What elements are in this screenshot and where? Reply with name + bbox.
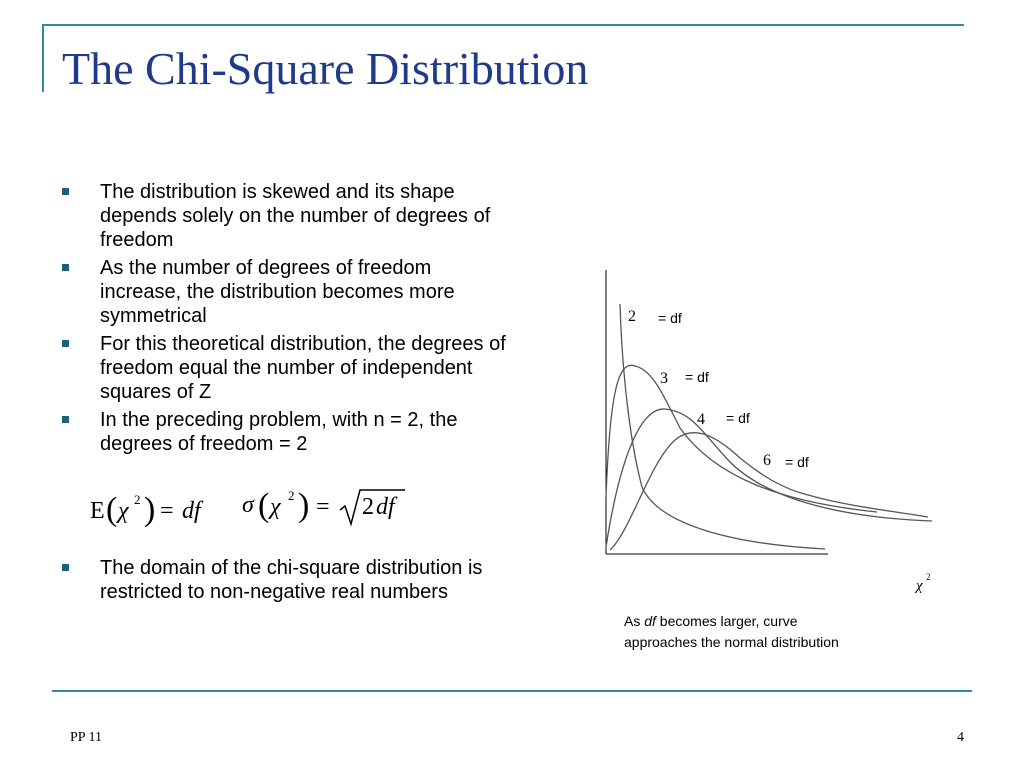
footer-label: PP 11 (70, 730, 103, 745)
curve-df-3 (606, 365, 877, 512)
formula-chi: χ (118, 498, 129, 524)
formula-expectation-and-sd (90, 482, 430, 532)
frame-bottom-rule (52, 690, 972, 692)
bullet-item (62, 556, 545, 604)
curve-label-df-value: 6 (763, 452, 771, 469)
formula-lparen-2: ( (258, 487, 270, 524)
bullet-text: For this theoretical distribution, the degrees of freedom equal the number of independent squares of Z (100, 333, 506, 403)
x-axis-label: χ (916, 578, 923, 594)
formula-squared-2: 2 (288, 488, 295, 503)
curve-label-df-value: 2 (628, 308, 636, 325)
curve-label-df-value: 3 (660, 370, 668, 387)
bullet-marker-icon (62, 564, 69, 571)
bullet-text: The domain of the chi-square distribution is restricted to non-negative real numbers (100, 557, 483, 603)
curve-label-suffix: = df (785, 454, 809, 470)
bullet-item (62, 256, 507, 328)
caption-prefix: As (624, 613, 645, 629)
formula-sigma: σ (242, 492, 254, 518)
curve-df-6 (610, 433, 928, 550)
chart-caption (624, 611, 924, 653)
curve-df-2 (620, 304, 825, 549)
bullet-text: The distribution is skewed and its shape depends solely on the number of degrees of freedom (100, 181, 491, 251)
curve-label-df-value: 4 (697, 411, 705, 428)
bullet-list (62, 180, 507, 460)
bullet-marker-icon (62, 264, 69, 271)
formula-equals-2: = (316, 494, 330, 520)
caption-emph: df (644, 613, 656, 629)
formula-chi-2: χ (270, 494, 281, 520)
frame-left-rule (42, 24, 44, 92)
caption-line-2: approaches the normal distribution (624, 634, 839, 650)
x-axis-label-superscript: 2 (926, 572, 931, 582)
page-number: 4 (957, 730, 964, 745)
bullet-item (62, 408, 507, 456)
formula-rparen-2: ) (298, 487, 310, 524)
bullet-text: As the number of degrees of freedom increase, the distribution becomes more symmetrical (100, 257, 455, 327)
formula-lparen: ( (106, 491, 118, 528)
curve-label-suffix: = df (685, 369, 709, 385)
caption-rest: becomes larger, curve (655, 613, 798, 629)
curve-label-suffix: = df (726, 410, 750, 426)
chi-square-curves-chart (580, 262, 970, 607)
frame-top-rule (42, 24, 964, 26)
formula-rparen: ) (144, 491, 156, 528)
formula-df: df (182, 498, 201, 524)
bullet-item (62, 332, 507, 404)
bullet-item (62, 180, 507, 252)
formula-squared: 2 (134, 492, 141, 507)
formula-df-2: df (376, 494, 395, 520)
bullet-marker-icon (62, 416, 69, 423)
formula-E: E (90, 498, 105, 524)
bullet-marker-icon (62, 188, 69, 195)
curve-label-suffix: = df (658, 310, 682, 326)
bullet-text: In the preceding problem, with n = 2, the degrees of freedom = 2 (100, 409, 458, 455)
formula-equals: = (160, 498, 174, 524)
formula-two: 2 (362, 494, 374, 520)
bullet-marker-icon (62, 340, 69, 347)
slide-title: The Chi-Square Distribution (62, 43, 589, 94)
